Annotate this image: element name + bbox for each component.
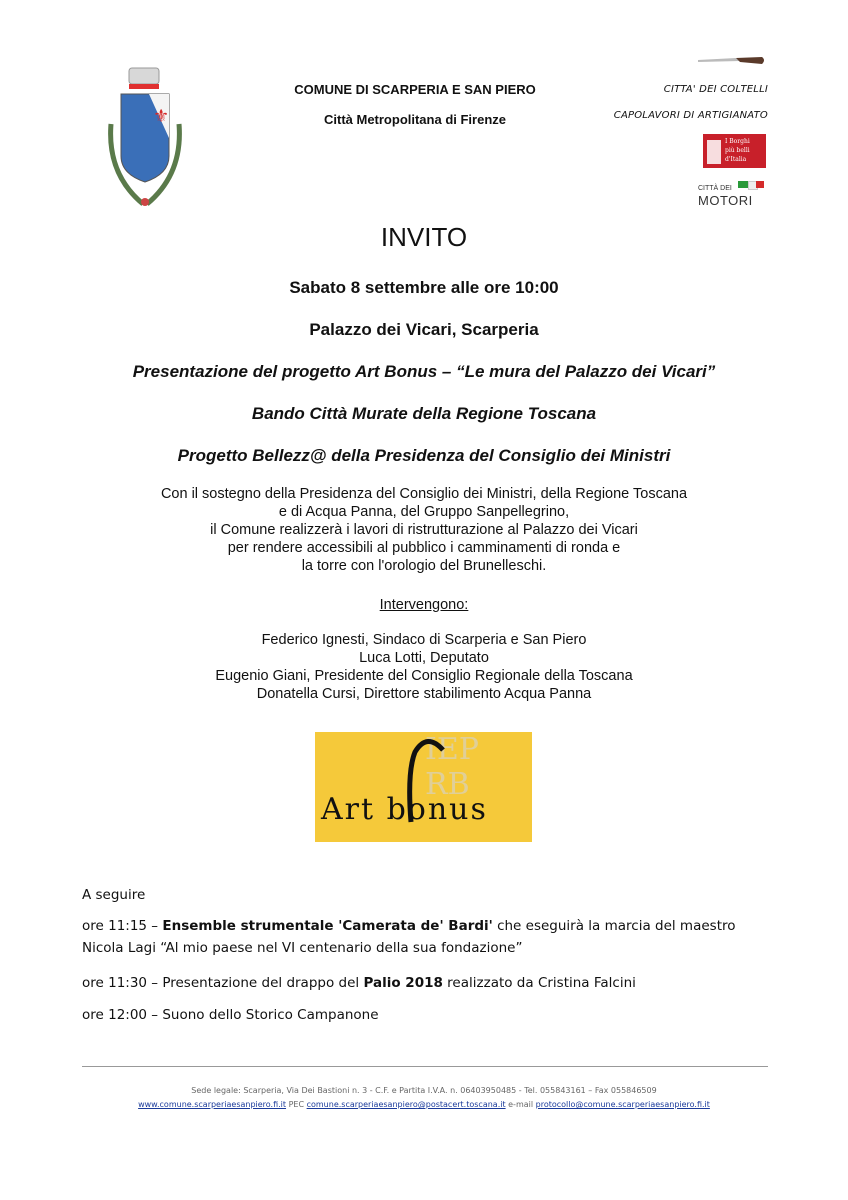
coat-of-arms-logo: [105, 64, 185, 219]
bando-line: Bando Città Murate della Regione Toscana: [251, 404, 597, 423]
footer-address: Sede legale: Scarperia, Via Dei Bastioni n. 3 - C.F. e Partita I.V.A. n. 06403950485 - Tel. 055843161 – Fax 055846509: [191, 1086, 657, 1095]
website-link[interactable]: www.comune.scarperiaesanpiero.fi.it: [138, 1100, 287, 1109]
project-presentation: Presentazione del progetto Art Bonus – “Le mura del Palazzo dei Vicari”: [132, 362, 716, 381]
program-text: ore 11:30 – Presentazione del drappo del: [82, 975, 364, 991]
speakers-list: [0, 631, 848, 703]
event-date: Sabato 8 settembre alle ore 10:00: [289, 278, 559, 297]
pec-link[interactable]: comune.scarperiaesanpiero@postacert.toscana.it: [306, 1100, 506, 1109]
program-item-2: [82, 972, 772, 994]
description-line: il Comune realizzerà i lavori di ristrutturazione al Palazzo dei Vicari: [210, 522, 638, 538]
borghi-text-1: I Borghi: [725, 138, 750, 145]
footer-contacts: [0, 1100, 848, 1109]
description-line: Con il sostegno della Presidenza del Consiglio dei Ministri, della Regione Toscana: [160, 486, 688, 502]
footer-divider: [82, 1066, 768, 1067]
invito-title: INVITO: [380, 222, 468, 252]
tower-icon: [707, 140, 721, 164]
program-bold: Palio 2018: [363, 975, 443, 991]
motori-text-2: MOTORI: [698, 193, 753, 208]
program-text: che eseguirà la marcia del maestro Nicola Lagi “Al mio paese nel VI centenario della sua fondazione”: [82, 918, 736, 956]
municipality-name: COMUNE DI SCARPERIA E SAN PIERO: [294, 82, 536, 97]
citta-motori-logo: [698, 181, 768, 209]
speakers-heading: Intervengono:: [379, 597, 469, 613]
email-link[interactable]: protocollo@comune.scarperiaesanpiero.fi.it: [535, 1100, 710, 1109]
description-line: e di Acqua Panna, del Gruppo Sanpellegrino,: [278, 504, 570, 520]
speaker: Donatella Cursi, Direttore stabilimento Acqua Panna: [256, 686, 592, 702]
borghi-text-2: più belli: [725, 147, 750, 154]
speaker: Federico Ignesti, Sindaco di Scarperia e San Piero: [261, 632, 587, 648]
program-item-3: ore 12:00 – Suono dello Storico Campanone: [82, 1007, 379, 1023]
email-label: e-mail: [505, 1100, 536, 1109]
progetto-line: Progetto Bellezz@ della Presidenza del Consiglio dei Ministri: [177, 446, 671, 465]
pec-label: PEC: [286, 1100, 307, 1109]
event-place: Palazzo dei Vicari, Scarperia: [309, 320, 539, 339]
knife-icon: [696, 54, 768, 68]
program-bold: Ensemble strumentale 'Camerata de' Bardi': [162, 918, 493, 934]
program-time: ore 11:15 –: [82, 918, 163, 934]
speaker: Luca Lotti, Deputato: [359, 650, 489, 666]
borghi-text-3: d'Italia: [725, 156, 747, 163]
program-text: realizzato da Cristina Falcini: [442, 975, 636, 991]
municipality-subtitle: Città Metropolitana di Firenze: [323, 112, 506, 127]
artbonus-logo: IEP RB Art bonus: [315, 732, 532, 842]
motori-text-1: CITTÀ DEI: [698, 185, 732, 192]
speaker: Eugenio Giani, Presidente del Consiglio Regionale della Toscana: [215, 668, 633, 684]
description: [0, 485, 848, 575]
program-item-1: [82, 915, 772, 959]
borghi-logo: [703, 134, 766, 168]
citta-coltelli-text: CITTA' DEI COLTELLI: [663, 84, 768, 95]
svg-text:⚜: ⚜: [153, 106, 170, 127]
description-line: per rendere accessibili al pubblico i camminamenti di ronda e: [227, 540, 621, 556]
program-intro: A seguire: [82, 887, 146, 903]
artbonus-text: Art bonus: [321, 792, 488, 827]
description-line: la torre con l'orologio del Brunelleschi.: [301, 558, 547, 574]
capolavori-text: CAPOLAVORI DI ARTIGIANATO: [613, 110, 768, 121]
